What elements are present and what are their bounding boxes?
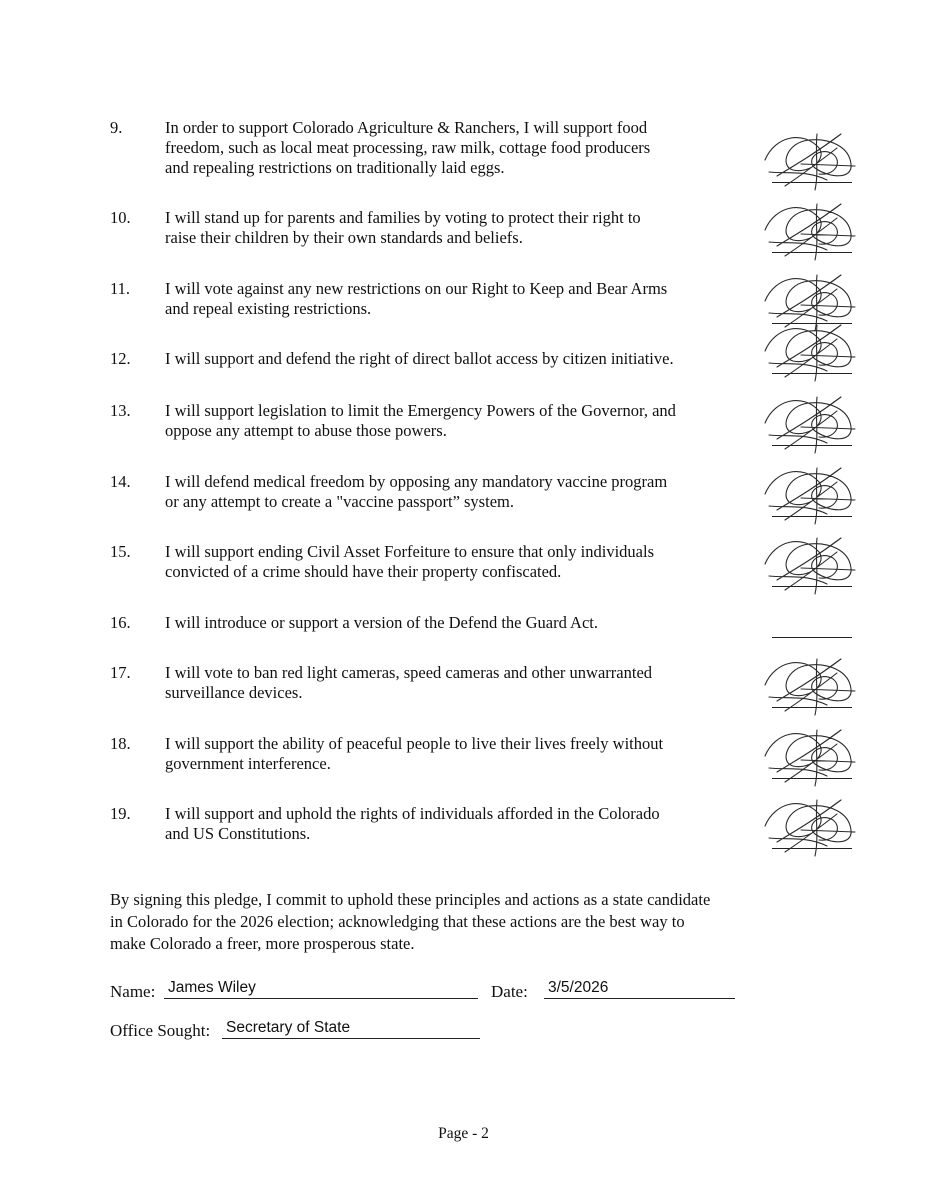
pledge-text-line: I will introduce or support a version of the Defend the Guard Act. — [165, 613, 599, 632]
pledge-text — [165, 663, 763, 703]
pledge-text-line: freedom, such as local meat processing, raw milk, cottage food producers — [165, 138, 651, 157]
pledge-text-line: or any attempt to create a "vaccine passport” system. — [165, 492, 514, 511]
pledge-number: 11. — [110, 279, 131, 298]
closing-line: make Colorado a freer, more prosperous state. — [110, 934, 415, 953]
date-label: Date: — [491, 982, 528, 1001]
pledge-number: 9. — [110, 118, 123, 137]
pledge-text-line: and US Constitutions. — [165, 824, 311, 843]
pledge-text-line: I will vote against any new restrictions on our Right to Keep and Bear Arms — [165, 279, 668, 298]
signature-initials — [757, 458, 863, 528]
signature-initials — [757, 387, 863, 457]
closing-line: in Colorado for the 2026 election; acknowledging that these actions are the best way to — [110, 912, 685, 931]
pledge-text — [165, 613, 763, 633]
pledge-number: 16. — [110, 613, 131, 632]
pledge-text — [165, 542, 763, 582]
date-value: 3/5/2026 — [548, 979, 609, 996]
pledge-text — [165, 208, 763, 248]
closing-line: By signing this pledge, I commit to uphold these principles and actions as a state candidate — [110, 890, 711, 909]
signature-initials — [757, 194, 863, 264]
pledge-number: 14. — [110, 472, 131, 491]
pledge-text-line: surveillance devices. — [165, 683, 303, 702]
pledge-text-line: and repeal existing restrictions. — [165, 299, 372, 318]
pledge-text-line: I will support legislation to limit the Emergency Powers of the Governor, and — [165, 401, 676, 420]
signature-initials — [757, 315, 863, 385]
pledge-number: 17. — [110, 663, 131, 682]
office-label: Office Sought: — [110, 1021, 211, 1040]
page-number: Page - 2 — [438, 1125, 489, 1142]
signature-initials — [757, 720, 863, 790]
pledge-text-line: I will support the ability of peaceful people to live their lives freely without — [165, 734, 664, 753]
pledge-text-line: oppose any attempt to abuse those powers. — [165, 421, 447, 440]
pledge-number: 13. — [110, 401, 131, 420]
initials-line[interactable] — [772, 637, 852, 638]
pledge-text — [165, 804, 763, 844]
pledge-text — [165, 349, 763, 369]
pledge-text — [165, 734, 763, 774]
pledge-number: 10. — [110, 208, 131, 227]
pledge-text — [165, 472, 763, 512]
signature-initials — [757, 528, 863, 598]
name-label: Name: — [110, 982, 156, 1001]
pledge-number: 18. — [110, 734, 131, 753]
pledge-number: 19. — [110, 804, 131, 823]
pledge-text — [165, 118, 763, 178]
pledge-text-line: In order to support Colorado Agriculture & Ranchers, I will support food — [165, 118, 648, 137]
pledge-text-line: raise their children by their own standards and beliefs. — [165, 228, 523, 247]
closing-statement — [110, 889, 830, 955]
name-field[interactable] — [164, 980, 478, 999]
signature-initials — [757, 124, 863, 194]
name-value: James Wiley — [168, 979, 256, 996]
pledge-text-line: and repealing restrictions on traditionally laid eggs. — [165, 158, 505, 177]
date-field[interactable] — [544, 980, 735, 999]
pledge-text-line: I will defend medical freedom by opposing any mandatory vaccine program — [165, 472, 668, 491]
office-value: Secretary of State — [226, 1019, 351, 1036]
pledge-text-line: I will support and uphold the rights of individuals afforded in the Colorado — [165, 804, 660, 823]
pledge-number: 15. — [110, 542, 131, 561]
pledge-text-line: government interference. — [165, 754, 331, 773]
office-field[interactable] — [222, 1020, 480, 1039]
signature-initials — [757, 790, 863, 860]
pledge-text-line: convicted of a crime should have their property confiscated. — [165, 562, 562, 581]
pledge-number: 12. — [110, 349, 131, 368]
pledge-text-line: I will support ending Civil Asset Forfeiture to ensure that only individuals — [165, 542, 654, 561]
pledge-text-line: I will stand up for parents and families by voting to protect their right to — [165, 208, 641, 227]
pledge-text — [165, 401, 763, 441]
pledge-text-line: I will vote to ban red light cameras, speed cameras and other unwarranted — [165, 663, 653, 682]
pledge-text-line: I will support and defend the right of direct ballot access by citizen initiative. — [165, 349, 674, 368]
signature-initials — [757, 649, 863, 719]
pledge-text — [165, 279, 763, 319]
